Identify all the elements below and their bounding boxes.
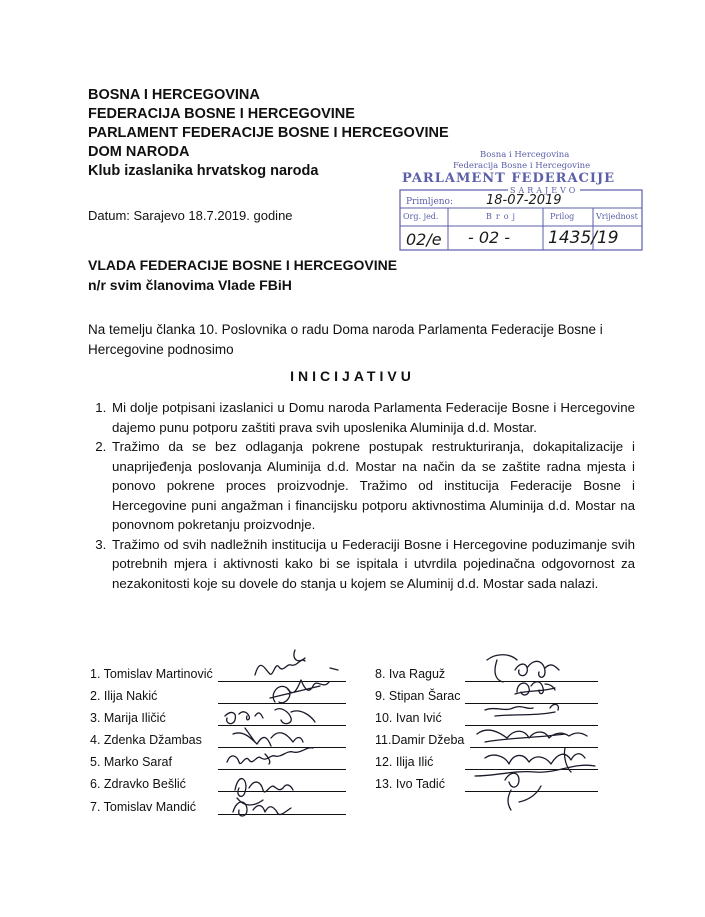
handwritten-signatures <box>215 630 615 830</box>
signatory-name: 9. Stipan Šarac <box>375 689 461 703</box>
stamp-received-date: 18-07-2019 <box>486 193 562 208</box>
signatory-name: 10. Ivan Ivić <box>375 711 442 725</box>
letterhead-federation: FEDERACIJA BOSNE I HERCEGOVINE <box>88 106 355 122</box>
signatory-name: 13. Ivo Tadić <box>375 777 445 791</box>
signature-scribble <box>505 773 541 810</box>
stamp-line2: Federacija Bosne i Hercegovine <box>453 161 591 171</box>
document-title: INICIJATIVU <box>290 368 415 384</box>
stamp-registry-number: 1435/19 <box>548 228 619 248</box>
signature-scribble <box>477 730 587 742</box>
letterhead-house: DOM NARODA <box>88 144 190 160</box>
signatory-name: 2. Ilija Nakić <box>90 689 158 703</box>
stamp-number-label: Broj <box>486 212 519 221</box>
recipient-attention: n/r svim članovima Vlade FBiH <box>88 277 292 293</box>
signatory-name: 6. Zdravko Bešlić <box>90 777 186 791</box>
letterhead-club: Klub izaslanika hrvatskog naroda <box>88 163 319 179</box>
signature-scribble <box>235 779 293 805</box>
signature-scribble <box>255 650 338 675</box>
list-item: 3. Tražimo od svih nadležnih institucija u Federaciji Bosne i Hercegovine poduzimanje svih potrebnih mjera i aktivnosti kako bi se ispitala i utvrdila pojedinačna odgovornost za nezakonitosti koje su dovele do stanja u kojem se Aluminij d.d. Mostar sada nalazi. <box>110 535 635 594</box>
stamp-attachment-label: Prilog <box>550 212 575 221</box>
signature-scribble <box>233 728 303 746</box>
signature-scribble <box>485 704 558 716</box>
document-date: Datum: Sarajevo 18.7.2019. godine <box>88 208 293 223</box>
signature-scribble <box>225 709 315 724</box>
letterhead-country: BOSNA I HERCEGOVINA <box>88 87 260 103</box>
signature-scribble <box>233 802 291 816</box>
signatory-name: 3. Marija Iličić <box>90 711 166 725</box>
signature-scribble <box>475 748 595 776</box>
list-item: 2. Tražimo da se bez odlaganja pokrene postupak restrukturiranja, dokapitalizacije i unaprijeđenja poslovanja Aluminija d.d. Mostar na način da se zaštite radna mjesta i ponovo pokrene proces proizvodnje. Tražimo od institucija Federacije Bosne i Hercegovine puni angažman i financijsku potporu aktivnostima Aluminija d.d. Mostar na ponovnom pokretanju proizvodnje. <box>110 437 635 535</box>
stamp-org-label: Org. jed. <box>403 212 439 221</box>
list-item: 1. Mi dolje potpisani izaslanici u Domu naroda Parlamenta Federacije Bosne i Hercegovine dajemo punu potporu zaštiti prava svih uposlenika Aluminija d.d. Mostar. <box>110 398 635 437</box>
signatory-name: 4. Zdenka Džambas <box>90 733 202 747</box>
signature-scribble <box>270 680 329 703</box>
stamp-line3: PARLAMENT FEDERACIJE <box>402 171 616 186</box>
recipient <box>88 255 397 295</box>
recipient-name: VLADA FEDERACIJE BOSNE I HERCEGOVINE <box>88 257 398 273</box>
stamp-line4: SARAJEVO <box>510 186 579 195</box>
signatory-name: 1. Tomislav Martinović <box>90 667 213 681</box>
stamp-org-value: 02/e <box>406 230 442 249</box>
stamp-received-label: Primljeno: <box>406 197 454 207</box>
signatory-name: 7. Tomislav Mandić <box>90 800 197 814</box>
signatory-name: 8. Iva Raguž <box>375 667 446 681</box>
stamp-value-label: Vrijednost <box>596 212 638 221</box>
stamp-line1: Bosna i Hercegovina <box>480 150 570 160</box>
signature-scribble <box>487 655 559 682</box>
signatory-name: 5. Marko Saraf <box>90 755 172 769</box>
signatory-name: 11.Damir Džeba <box>375 733 465 747</box>
initiative-list <box>88 398 635 593</box>
registry-stamp <box>398 148 648 266</box>
signature-scribble <box>515 682 555 695</box>
stamp-number-value: - 02 - <box>468 228 511 247</box>
signatory-name: 12. Ilija Ilić <box>375 755 434 769</box>
signature-scribble <box>227 748 313 764</box>
letterhead <box>88 86 449 181</box>
intro-paragraph: Na temelju članka 10. Poslovnika o radu Doma naroda Parlamenta Federacije Bosne i Hercegovine podnosimo <box>88 322 603 357</box>
letterhead-parliament: PARLAMENT FEDERACIJE BOSNE I HERCEGOVINE <box>88 125 449 141</box>
